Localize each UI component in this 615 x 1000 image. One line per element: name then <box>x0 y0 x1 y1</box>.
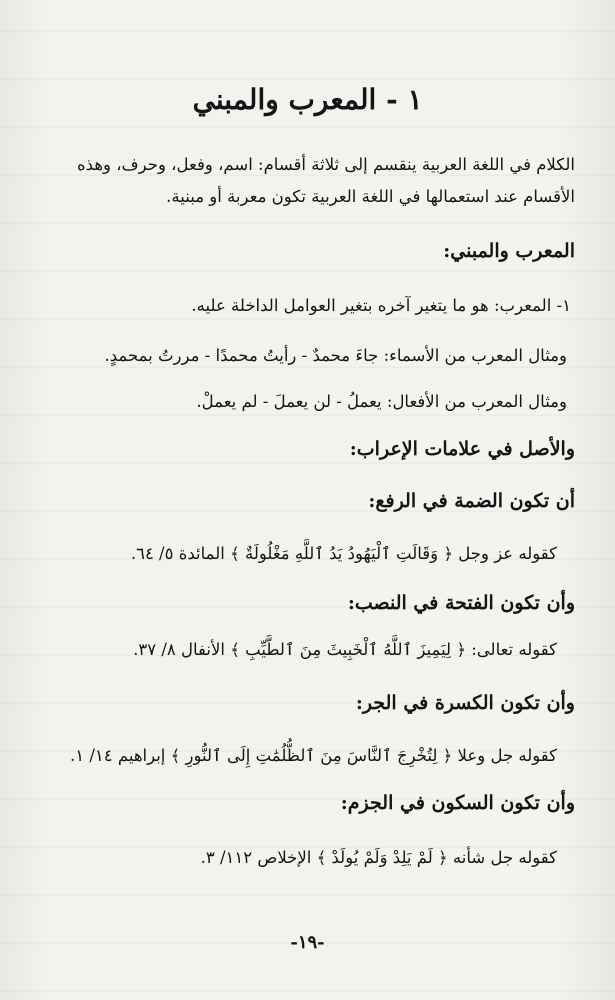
intro-line-1: الكلام في اللغة العربية ينقسم إلى ثلاثة أقسام: اسم، وفعل، وحرف، وهذه <box>77 155 575 174</box>
jarr-heading: وأن تكون الكسرة في الجر: <box>355 692 575 714</box>
nasb-heading: وأن تكون الفتحة في النصب: <box>347 592 575 614</box>
intro-line-2: الأقسام عند استعمالها في اللغة العربية تكون معربة أو مبنية. <box>166 187 575 206</box>
nasb-example: كقوله تعالى: ﴿ لِيَمِيزَ ٱللَّهُ ٱلْخَبِيثَ مِنَ ٱلطَّيِّبِ ﴾ الأنفال ٨/ ٣٧. <box>133 640 557 659</box>
jarr-example: كقوله جل وعلا ﴿ لِتُخْرِجَ ٱلنَّاسَ مِنَ ٱلظُّلُمَٰتِ إِلَى ٱلنُّورِ ﴾ إبراهيم ١٤/ ١. <box>69 746 557 765</box>
raf-example: كقوله عز وجل ﴿ وَقَالَتِ ٱلْيَهُودُ يَدُ ٱللَّهِ مَغْلُولَةٌ ﴾ المائدة ٥/ ٦٤. <box>130 544 557 563</box>
section-heading: المعرب والمبني: <box>443 240 575 262</box>
jazm-example: كقوله جل شأنه ﴿ لَمْ يَلِدْ وَلَمْ يُولَدْ ﴾ الإخلاص ١١٢/ ٣. <box>200 848 557 867</box>
jazm-heading: وأن تكون السكون في الجزم: <box>340 792 575 814</box>
example-nouns: ومثال المعرب من الأسماء: جاءَ محمدٌ - رأيتُ محمدًا - مررتُ بمحمدٍ. <box>104 346 567 365</box>
chapter-title: ١ - المعرب والمبني <box>192 83 423 116</box>
signs-heading: والأصل في علامات الإعراب: <box>349 438 575 460</box>
raf-heading: أن تكون الضمة في الرفع: <box>368 490 575 512</box>
example-verbs: ومثال المعرب من الأفعال: يعملُ - لن يعملَ - لم يعملْ. <box>196 392 567 411</box>
definition-line: ١- المعرب: هو ما يتغير آخره بتغير العوامل الداخلة عليه. <box>191 296 571 315</box>
page-number: -١٩- <box>290 932 325 953</box>
